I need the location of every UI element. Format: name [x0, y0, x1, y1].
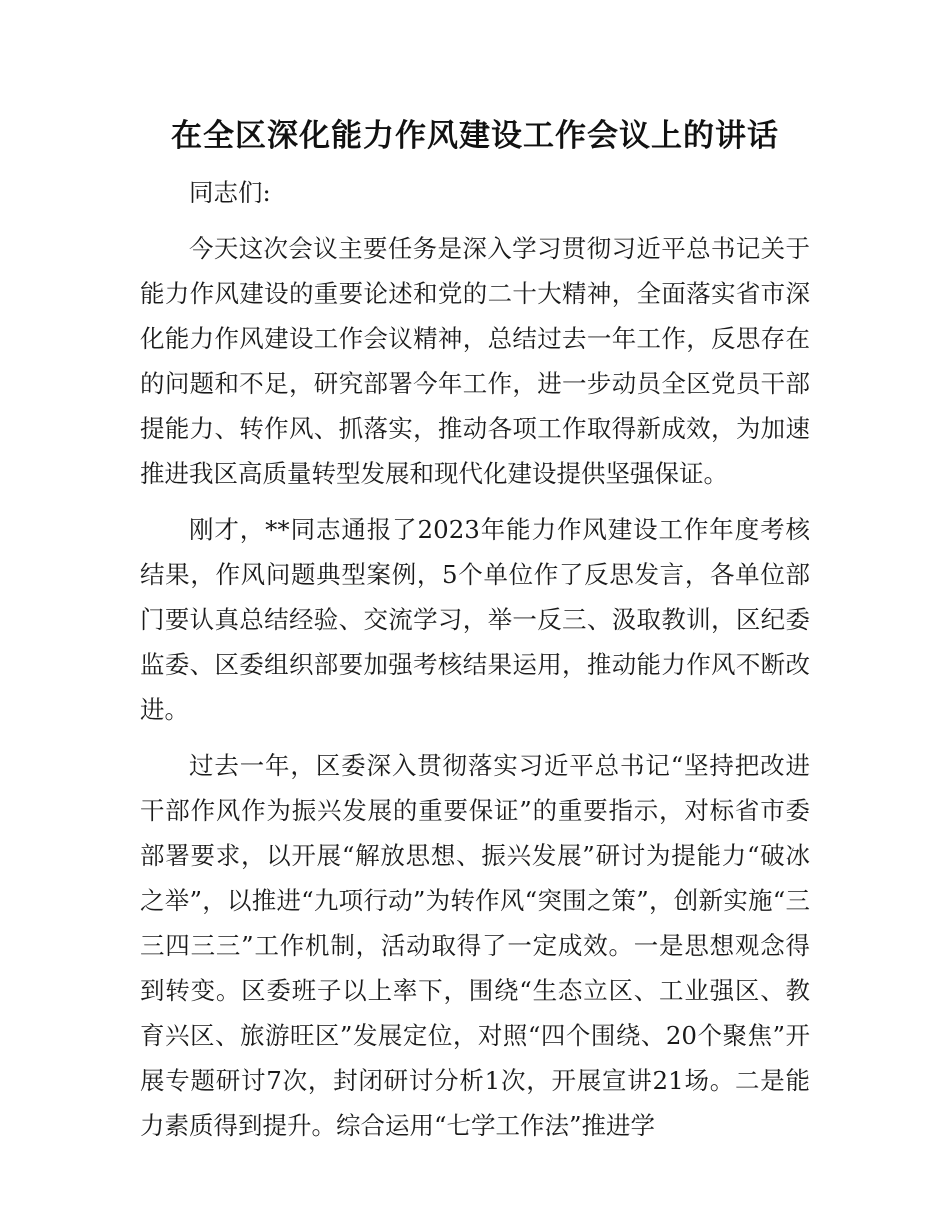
paragraph-review: 刚才，**同志通报了2023年能力作风建设工作年度考核结果，作风问题典型案例，5个单位作了反思发言，各单位部门要认真总结经验、交流学习，举一反三、汲取教训，区纪委监委、区委组织部要加强考核结果运用，推动能力作风不断改进。: [140, 515, 810, 724]
document-title: 在全区深化能力作风建设工作会议上的讲话: [171, 118, 779, 154]
paragraph-past-year: 过去一年，区委深入贯彻落实习近平总书记“坚持把改进干部作风作为振兴发展的重要保证”的重要指示，对标省市委部署要求，以开展“解放思想、振兴发展”研讨为提能力“破冰之举”，以推进“九项行动”为转作风“突围之策”，创新实施“三三四三三”工作机制，活动取得了一定成效。一是思想观念得到转变。区委班子以上率下，围绕“生态立区、工业强区、教育兴区、旅游旺区”发展定位，对照“四个围绕、20个聚焦”开展专题研讨7次，封闭研讨分析1次，开展宣讲21场。二是能力素质得到提升。综合运用“七学工作法”推进学: [140, 751, 810, 1140]
greeting: 同志们:: [189, 178, 271, 207]
paragraph-opening: 今天这次会议主要任务是深入学习贯彻习近平总书记关于能力作风建设的重要论述和党的二十大精神，全面落实省市深化能力作风建设工作会议精神，总结过去一年工作，反思存在的问题和不足，研究部署今年工作，进一步动员全区党员干部提能力、转作风、抓落实，推动各项工作取得新成效，为加速推进我区高质量转型发展和现代化建设提供坚强保证。: [140, 234, 810, 488]
document-body: [140, 170, 810, 1148]
